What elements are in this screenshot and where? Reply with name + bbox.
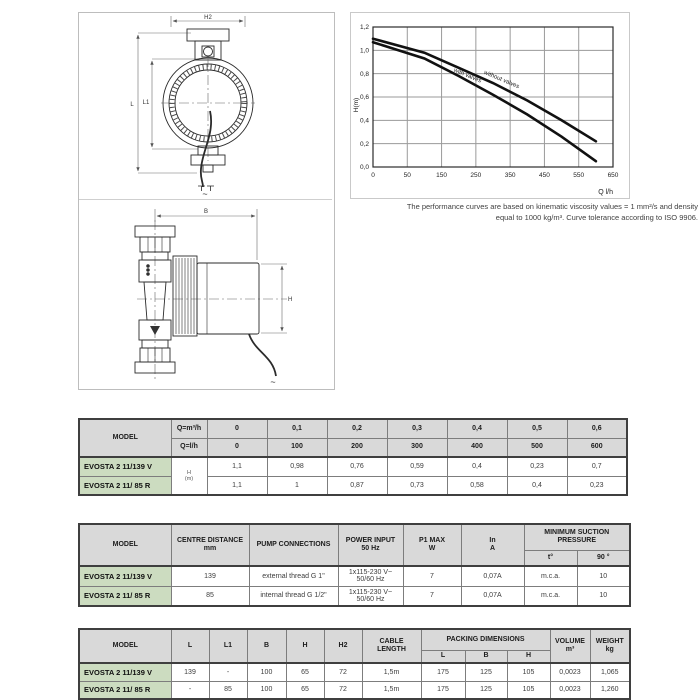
dim-label-h2: H2 (204, 15, 212, 21)
dim-label-h: H (288, 297, 293, 303)
pump-front-body (161, 29, 255, 191)
t1-col-header: 300 (387, 438, 447, 457)
cell: 139 (171, 566, 249, 586)
cell: 100 (247, 681, 286, 699)
dimensions-table (78, 628, 631, 700)
cell: 72 (324, 681, 362, 699)
t1-col-header: 100 (267, 438, 327, 457)
t3-l-header: L (171, 629, 209, 663)
cell: 1x115-230 V~ 50/60 Hz (338, 566, 403, 586)
cell: 125 (465, 681, 507, 699)
dim-label-l1: L1 (142, 100, 150, 106)
cell: 0,7 (567, 457, 627, 476)
power-cable (201, 111, 211, 187)
x-axis-label: Q l/h (598, 189, 613, 196)
t3-h-header: H (286, 629, 324, 663)
t3-weight-header: WEIGHT kg (590, 629, 630, 663)
cell: 0,59 (387, 457, 447, 476)
x-tick-label: 0 (371, 172, 375, 179)
motor-housing (197, 263, 259, 334)
flow-direction-arrow (150, 326, 160, 335)
y-tick-label: 0,8 (359, 70, 369, 78)
performance-chart (350, 12, 630, 199)
cell: 1,065 (590, 663, 630, 681)
cable-break-squiggle: ~ (202, 189, 208, 199)
cell: external thread G 1" (249, 566, 338, 586)
cell: 1 (267, 476, 327, 495)
t3-l1-header: L1 (209, 629, 247, 663)
t2-suction-90-header: 90 ° (577, 550, 630, 566)
electrical-table (78, 523, 631, 607)
flow-head-table (78, 418, 628, 496)
cell: - (171, 681, 209, 699)
cell: 0,23 (567, 476, 627, 495)
cell: 0,4 (447, 457, 507, 476)
cell: m.c.a. (524, 586, 577, 606)
h-unit-bottom: (m) (184, 476, 194, 482)
cell: 139 (171, 663, 209, 681)
cell: 1,1 (207, 457, 267, 476)
cell: 65 (286, 663, 324, 681)
model-name: EVOSTA 2 11/ 85 R (79, 681, 171, 699)
t2-suction-t-header: t° (524, 550, 577, 566)
t1-col-header: 0 (207, 438, 267, 457)
cell: 0,07A (461, 566, 524, 586)
cell: 1,5m (362, 663, 421, 681)
model-name: EVOSTA 2 11/139 V (79, 457, 171, 476)
cell: 0,0023 (550, 681, 590, 699)
y-tick-label: 0,0 (359, 164, 369, 172)
t3-cable-header: CABLE LENGTH (362, 629, 421, 663)
t3-volume-header: VOLUME m³ (550, 629, 590, 663)
cable-break-squiggle: ~ (270, 377, 276, 387)
h-unit-cell (171, 457, 207, 495)
t1-col-header: 0,4 (447, 419, 507, 438)
cell: 0,76 (327, 457, 387, 476)
t1-col-header: 0,2 (327, 419, 387, 438)
t2-power-header: POWER INPUT 50 Hz (338, 524, 403, 566)
t3-pack-h-header: H (507, 650, 550, 663)
cell: 1x115-230 V~ 50/60 Hz (338, 586, 403, 606)
cell: 72 (324, 663, 362, 681)
cell: 10 (577, 566, 630, 586)
power-cable (249, 334, 276, 376)
cell: 85 (171, 586, 249, 606)
t3-model-header: MODEL (79, 629, 171, 663)
t3-packing-header: PACKING DIMENSIONS (421, 629, 550, 650)
y-axis-label: H(m) (353, 97, 360, 113)
t1-col-header: 0,1 (267, 419, 327, 438)
model-name: EVOSTA 2 11/ 85 R (79, 586, 171, 606)
performance-chart-svg (351, 13, 627, 196)
t2-suction-header: MINIMUM SUCTION PRESSURE (524, 524, 630, 550)
pump-front-view-drawing (79, 13, 332, 199)
pump-side-view-figure (79, 200, 332, 387)
y-tick-label: 1,0 (359, 47, 369, 55)
t3-b-header: B (247, 629, 286, 663)
model-name: EVOSTA 2 11/139 V (79, 566, 171, 586)
t3-pack-l-header: L (421, 650, 465, 663)
cell: 0,73 (387, 476, 447, 495)
cell: 1,5m (362, 681, 421, 699)
cell: 85 (209, 681, 247, 699)
cell: 1,1 (207, 476, 267, 495)
curve-label-with-valves: with valves (452, 67, 483, 85)
cell: 0,07A (461, 586, 524, 606)
t1-model-header: MODEL (79, 419, 171, 457)
t1-col-header: 500 (507, 438, 567, 457)
cell: 175 (421, 663, 465, 681)
t1-qlh-header: Q=l/h (171, 438, 207, 457)
t1-col-header: 0 (207, 419, 267, 438)
t3-pack-b-header: B (465, 650, 507, 663)
t3-h2-header: H2 (324, 629, 362, 663)
t2-centre-header: CENTRE DISTANCE mm (171, 524, 249, 566)
x-tick-label: 50 (403, 172, 411, 179)
t2-p1max-header: P1 MAX W (403, 524, 461, 566)
technical-drawings-panel (78, 12, 335, 390)
cell: internal thread G 1/2" (249, 586, 338, 606)
cell: 125 (465, 663, 507, 681)
cell: 0,23 (507, 457, 567, 476)
cell: 0,0023 (550, 663, 590, 681)
cell: 105 (507, 663, 550, 681)
t1-col-header: 400 (447, 438, 507, 457)
pump-side-body (135, 220, 287, 380)
y-tick-label: 0,6 (359, 94, 369, 102)
curve-label-without-valves: without valves (482, 69, 520, 91)
t1-qm3h-header: Q=m³/h (171, 419, 207, 438)
t1-col-header: 0,3 (387, 419, 447, 438)
x-tick-label: 550 (573, 172, 585, 179)
cell: 7 (403, 566, 461, 586)
x-tick-label: 350 (504, 172, 516, 179)
cell: - (209, 663, 247, 681)
dim-label-l: L (130, 102, 134, 108)
x-tick-label: 650 (607, 172, 619, 179)
t1-col-header: 200 (327, 438, 387, 457)
cell: 0,98 (267, 457, 327, 476)
cell: 0,4 (507, 476, 567, 495)
t1-col-header: 600 (567, 438, 627, 457)
h-unit-top: H (187, 469, 191, 476)
cell: 100 (247, 663, 286, 681)
cell: 10 (577, 586, 630, 606)
t2-in-header: In A (461, 524, 524, 566)
t2-connections-header: PUMP CONNECTIONS (249, 524, 338, 566)
performance-note: The performance curves are based on kinematic viscosity values = 1 mm²/s and density equal to 1000 kg/m³. Curve tolerance according to ISO 9906. (406, 202, 698, 222)
y-tick-label: 0,2 (359, 140, 369, 148)
x-tick-label: 250 (470, 172, 482, 179)
x-tick-label: 150 (436, 172, 448, 179)
t2-model-header: MODEL (79, 524, 171, 566)
cell: 0,58 (447, 476, 507, 495)
y-tick-label: 0,4 (359, 117, 369, 125)
model-name: EVOSTA 2 11/139 V (79, 663, 171, 681)
cell: 105 (507, 681, 550, 699)
model-name: EVOSTA 2 11/ 85 R (79, 476, 171, 495)
cell: 65 (286, 681, 324, 699)
cell: 1,260 (590, 681, 630, 699)
y-tick-label: 1,2 (359, 24, 369, 32)
cell: 0,87 (327, 476, 387, 495)
dim-label-b: B (203, 209, 209, 215)
t1-col-header: 0,6 (567, 419, 627, 438)
x-tick-label: 450 (538, 172, 550, 179)
pump-side-view-drawing (79, 200, 332, 387)
cell: 175 (421, 681, 465, 699)
t1-col-header: 0,5 (507, 419, 567, 438)
cell: m.c.a. (524, 566, 577, 586)
pump-front-view-figure (79, 13, 332, 200)
cell: 7 (403, 586, 461, 606)
